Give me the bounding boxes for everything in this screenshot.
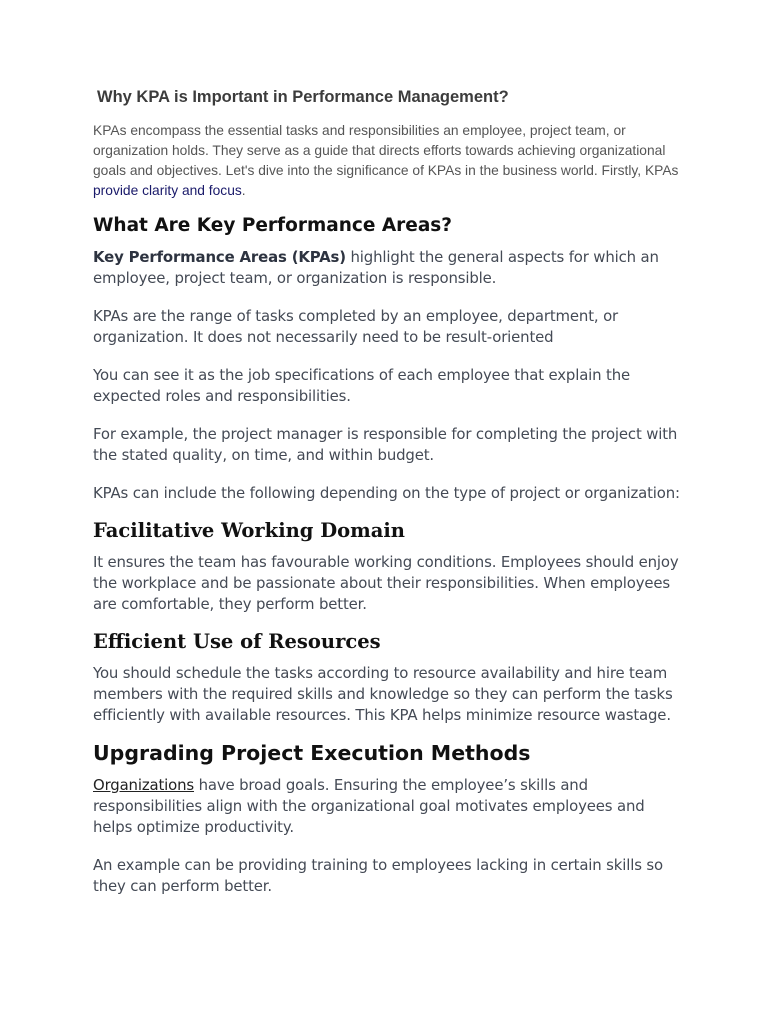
efficient-heading: Efficient Use of Resources — [93, 630, 381, 653]
kpa-bold-term: Key Performance Areas (KPAs) — [93, 248, 346, 266]
what-are-heading: What Are Key Performance Areas? — [93, 215, 453, 236]
upgrading-paragraph-1-rest: have broad goals. Ensuring the employee’s skills and responsibilities align with the organizational goal motivates employees and helps optimize productivity. — [93, 776, 645, 836]
efficient-paragraph: You should schedule the tasks according to resource availability and hire team members with the required skills and knowledge so they can perform the tasks efficiently with available resources. This KPA helps minimize resource wastage. — [93, 664, 673, 724]
what-are-paragraph-3: You can see it as the job specifications of each employee that explain the expected roles and responsibilities. — [93, 366, 631, 405]
upgrading-paragraph-2: An example can be providing training to employees lacking in certain skills so they can perform better. — [93, 856, 663, 895]
facilitative-paragraph: It ensures the team has favourable working conditions. Employees should enjoy the workplace and be passionate about their responsibilities. When employees are comfortable, they perform better. — [93, 553, 679, 613]
organizations-link[interactable]: Organizations — [93, 776, 195, 794]
what-are-paragraph-4: For example, the project manager is responsible for completing the project with the stated quality, on time, and within budget. — [93, 425, 678, 464]
facilitative-heading: Facilitative Working Domain — [93, 519, 405, 542]
what-are-paragraph-2: KPAs are the range of tasks completed by an employee, department, or organization. It does not necessarily need to be result-oriented — [93, 307, 618, 346]
document-page — [93, 86, 683, 914]
what-are-paragraph-1-rest: highlight the general aspects for which an employee, project team, or organization is responsible. — [93, 248, 659, 287]
upgrading-paragraph-1 — [93, 775, 683, 838]
intro-heading: Why KPA is Important in Performance Management? — [97, 88, 509, 106]
intro-paragraph — [93, 121, 683, 201]
intro-paragraph-highlight: provide clarity and focus — [93, 183, 242, 198]
intro-paragraph-text: KPAs encompass the essential tasks and responsibilities an employee, project team, or organization holds. They serve as a guide that directs efforts towards achieving organizational goals and objectives. Let's dive into the significance of KPAs in the business world. Firstly, KPAs — [93, 123, 679, 178]
upgrading-heading: Upgrading Project Execution Methods — [93, 741, 531, 765]
what-are-paragraph-5: KPAs can include the following depending on the type of project or organization: — [93, 484, 680, 502]
what-are-paragraph-1 — [93, 247, 683, 289]
intro-paragraph-end: . — [241, 183, 246, 198]
